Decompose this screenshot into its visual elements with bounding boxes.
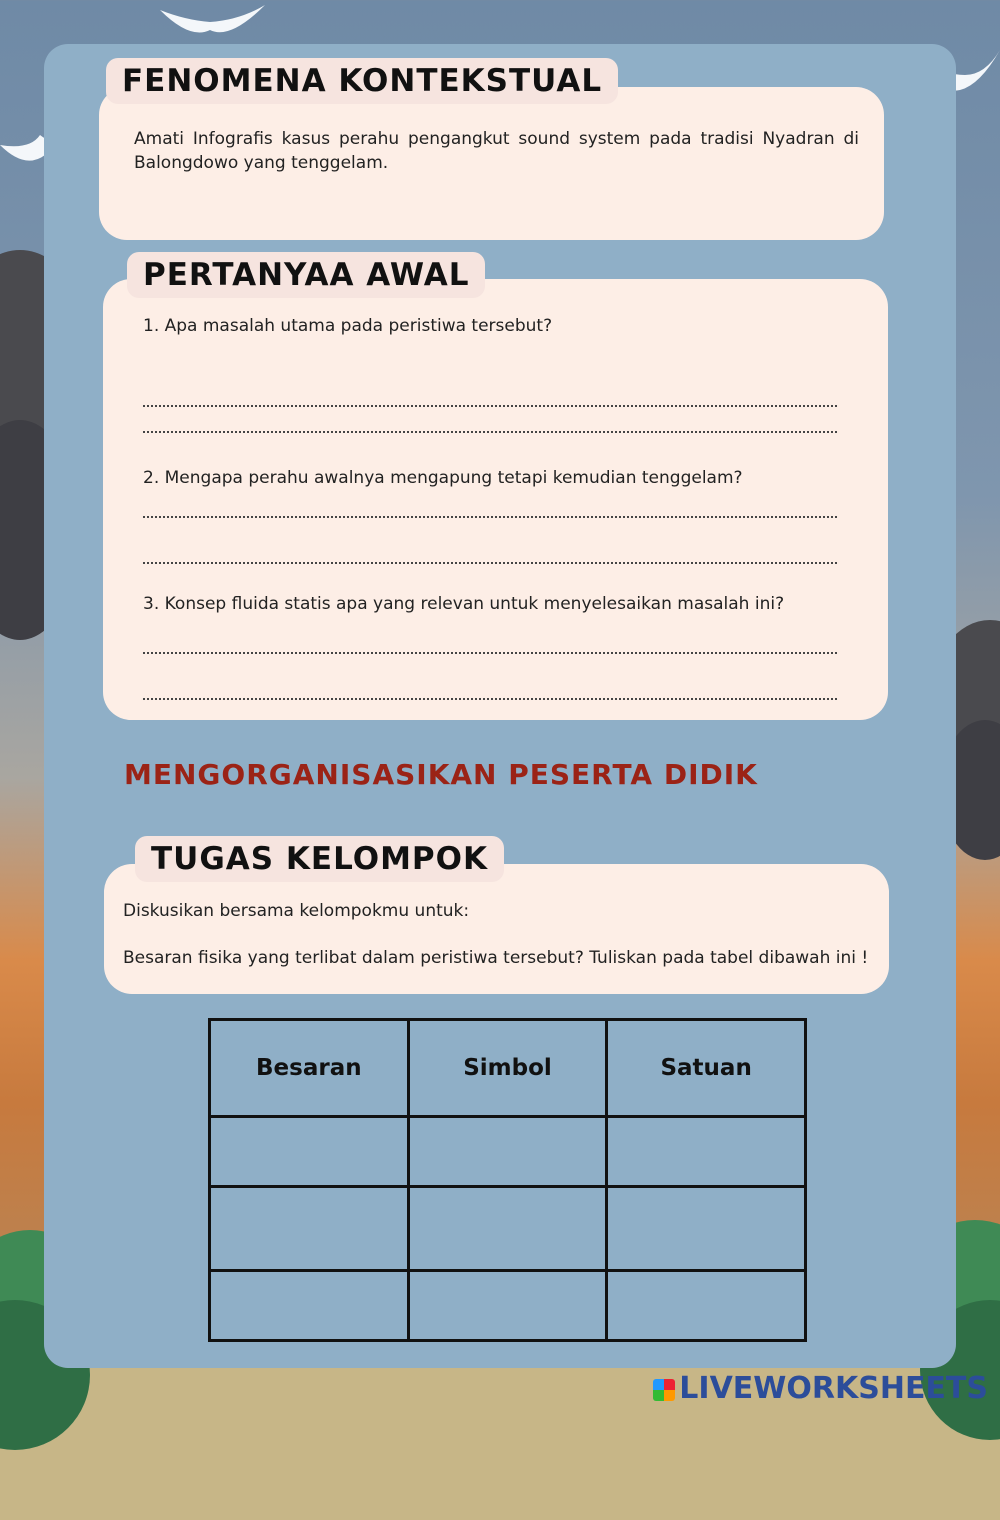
bird-icon <box>150 0 270 50</box>
answer-line[interactable] <box>143 431 837 433</box>
table-cell[interactable] <box>408 1187 607 1271</box>
question-2: 2. Mengapa perahu awalnya mengapung tetapi kemudian tenggelam? <box>143 468 743 488</box>
table-header-row <box>210 1020 806 1117</box>
header-simbol: Simbol <box>408 1020 607 1117</box>
fenomena-tag: FENOMENA KONTEKSTUAL <box>106 58 618 104</box>
answer-line[interactable] <box>143 698 837 700</box>
answer-line[interactable] <box>143 516 837 518</box>
table-cell[interactable] <box>210 1117 409 1187</box>
tugas-tag: TUGAS KELOMPOK <box>135 836 504 882</box>
answer-line[interactable] <box>143 562 837 564</box>
table-cell[interactable] <box>408 1271 607 1341</box>
table-cell[interactable] <box>408 1117 607 1187</box>
header-satuan: Satuan <box>607 1020 806 1117</box>
table-row <box>210 1187 806 1271</box>
section-heading: MENGORGANISASIKAN PESERTA DIDIK <box>124 758 758 791</box>
liveworksheets-logo-icon <box>653 1379 675 1401</box>
tugas-card <box>104 864 889 994</box>
table-row <box>210 1271 806 1341</box>
tugas-instruction: Diskusikan bersama kelompokmu untuk: <box>123 901 470 921</box>
table-cell[interactable] <box>607 1187 806 1271</box>
answer-line[interactable] <box>143 405 837 407</box>
watermark-text: LIVEWORKSHEETS <box>679 1371 988 1406</box>
table-row <box>210 1117 806 1187</box>
table-cell[interactable] <box>210 1271 409 1341</box>
table-cell[interactable] <box>607 1117 806 1187</box>
question-3: 3. Konsep fluida statis apa yang relevan untuk menyelesaikan masalah ini? <box>143 594 785 614</box>
answer-line[interactable] <box>143 652 837 654</box>
fenomena-text: Amati Infografis kasus perahu pengangkut sound system pada tradisi Nyadran di Balongdowo yang tenggelam. <box>134 129 859 173</box>
tugas-task: Besaran fisika yang terlibat dalam peristiwa tersebut? Tuliskan pada tabel dibawah ini ! <box>123 948 869 968</box>
table-cell[interactable] <box>607 1271 806 1341</box>
table-cell[interactable] <box>210 1187 409 1271</box>
answer-table <box>208 1018 807 1342</box>
header-besaran: Besaran <box>210 1020 409 1117</box>
question-1: 1. Apa masalah utama pada peristiwa tersebut? <box>143 316 553 336</box>
pertanyaan-tag: PERTANYAA AWAL <box>127 252 485 298</box>
liveworksheets-watermark <box>653 1371 988 1406</box>
